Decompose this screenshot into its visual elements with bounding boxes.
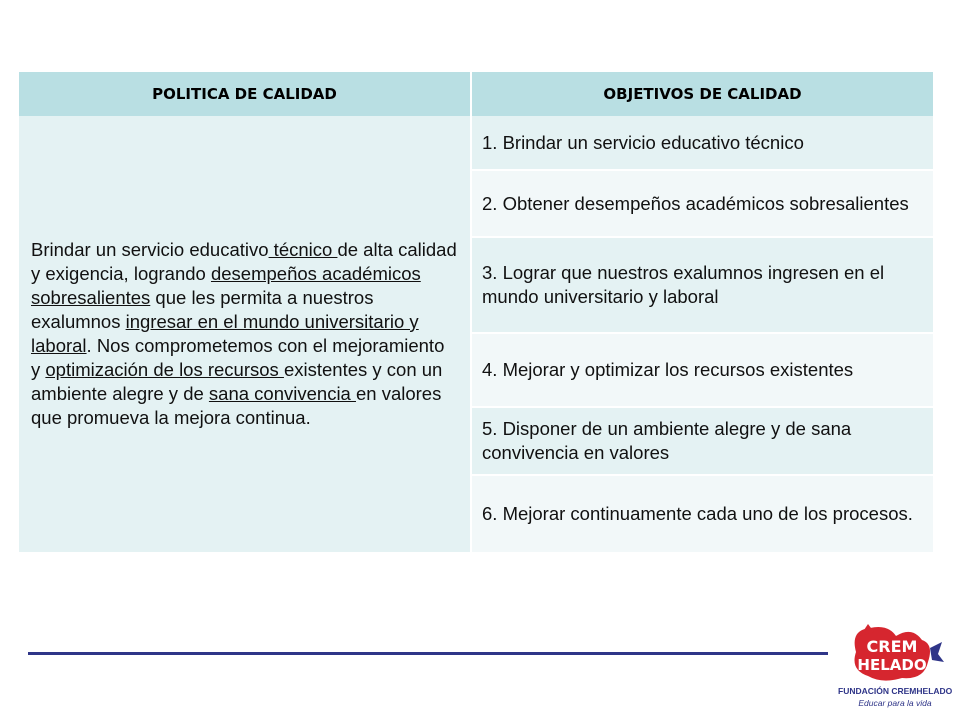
footer-divider: [28, 652, 828, 655]
objective-1: 1. Brindar un servicio educativo técnico: [471, 116, 933, 170]
policy-text: [19, 116, 471, 553]
policy-segment-underlined: optimización de los recursos: [45, 359, 284, 380]
table-row: [19, 116, 933, 170]
policy-segment-underlined: sana convivencia: [208, 383, 356, 404]
objective-6: 6. Mejorar continuamente cada uno de los procesos.: [471, 475, 933, 553]
header-objectives: OBJETIVOS DE CALIDAD: [471, 72, 933, 116]
quality-table: [19, 72, 933, 554]
policy-segment-underlined: desempeños académicos sobresalientes: [31, 263, 421, 308]
policy-segment: de alta calidad y exigencia, logrando: [31, 239, 457, 284]
objective-3: 3. Lograr que nuestros exalumnos ingresen en el mundo universitario y laboral: [471, 237, 933, 333]
objective-2: 2. Obtener desempeños académicos sobresalientes: [471, 170, 933, 237]
logo-flag-icon: [930, 642, 944, 662]
policy-segment: Brindar un servicio educativo: [31, 239, 269, 260]
objective-5: 5. Disponer de un ambiente alegre y de sana convivencia en valores: [471, 407, 933, 475]
header-policy: POLITICA DE CALIDAD: [19, 72, 471, 116]
table-header-row: [19, 72, 933, 116]
policy-segment-underlined: técnico: [268, 239, 338, 260]
logo-tagline: Educar para la vida: [858, 698, 932, 708]
logo-org-name: FUNDACIÓN CREMHELADO: [838, 686, 953, 696]
logo: [838, 622, 952, 712]
logo-wordmark-line1: CREM: [866, 637, 918, 656]
policy-segment: que les permita a nuestros exalumnos: [31, 287, 374, 332]
logo-mark: [838, 622, 952, 686]
policy-segment: en valores que promueva la mejora continua.: [31, 383, 442, 428]
objective-4: 4. Mejorar y optimizar los recursos existentes: [471, 333, 933, 407]
policy-segment: existentes y con un ambiente alegre y de: [31, 359, 443, 404]
logo-wordmark-line2: HELADO: [857, 656, 927, 674]
policy-segment: . Nos comprometemos con el mejoramiento y: [31, 335, 445, 380]
policy-segment-underlined: ingresar en el mundo universitario y laboral: [31, 311, 419, 356]
